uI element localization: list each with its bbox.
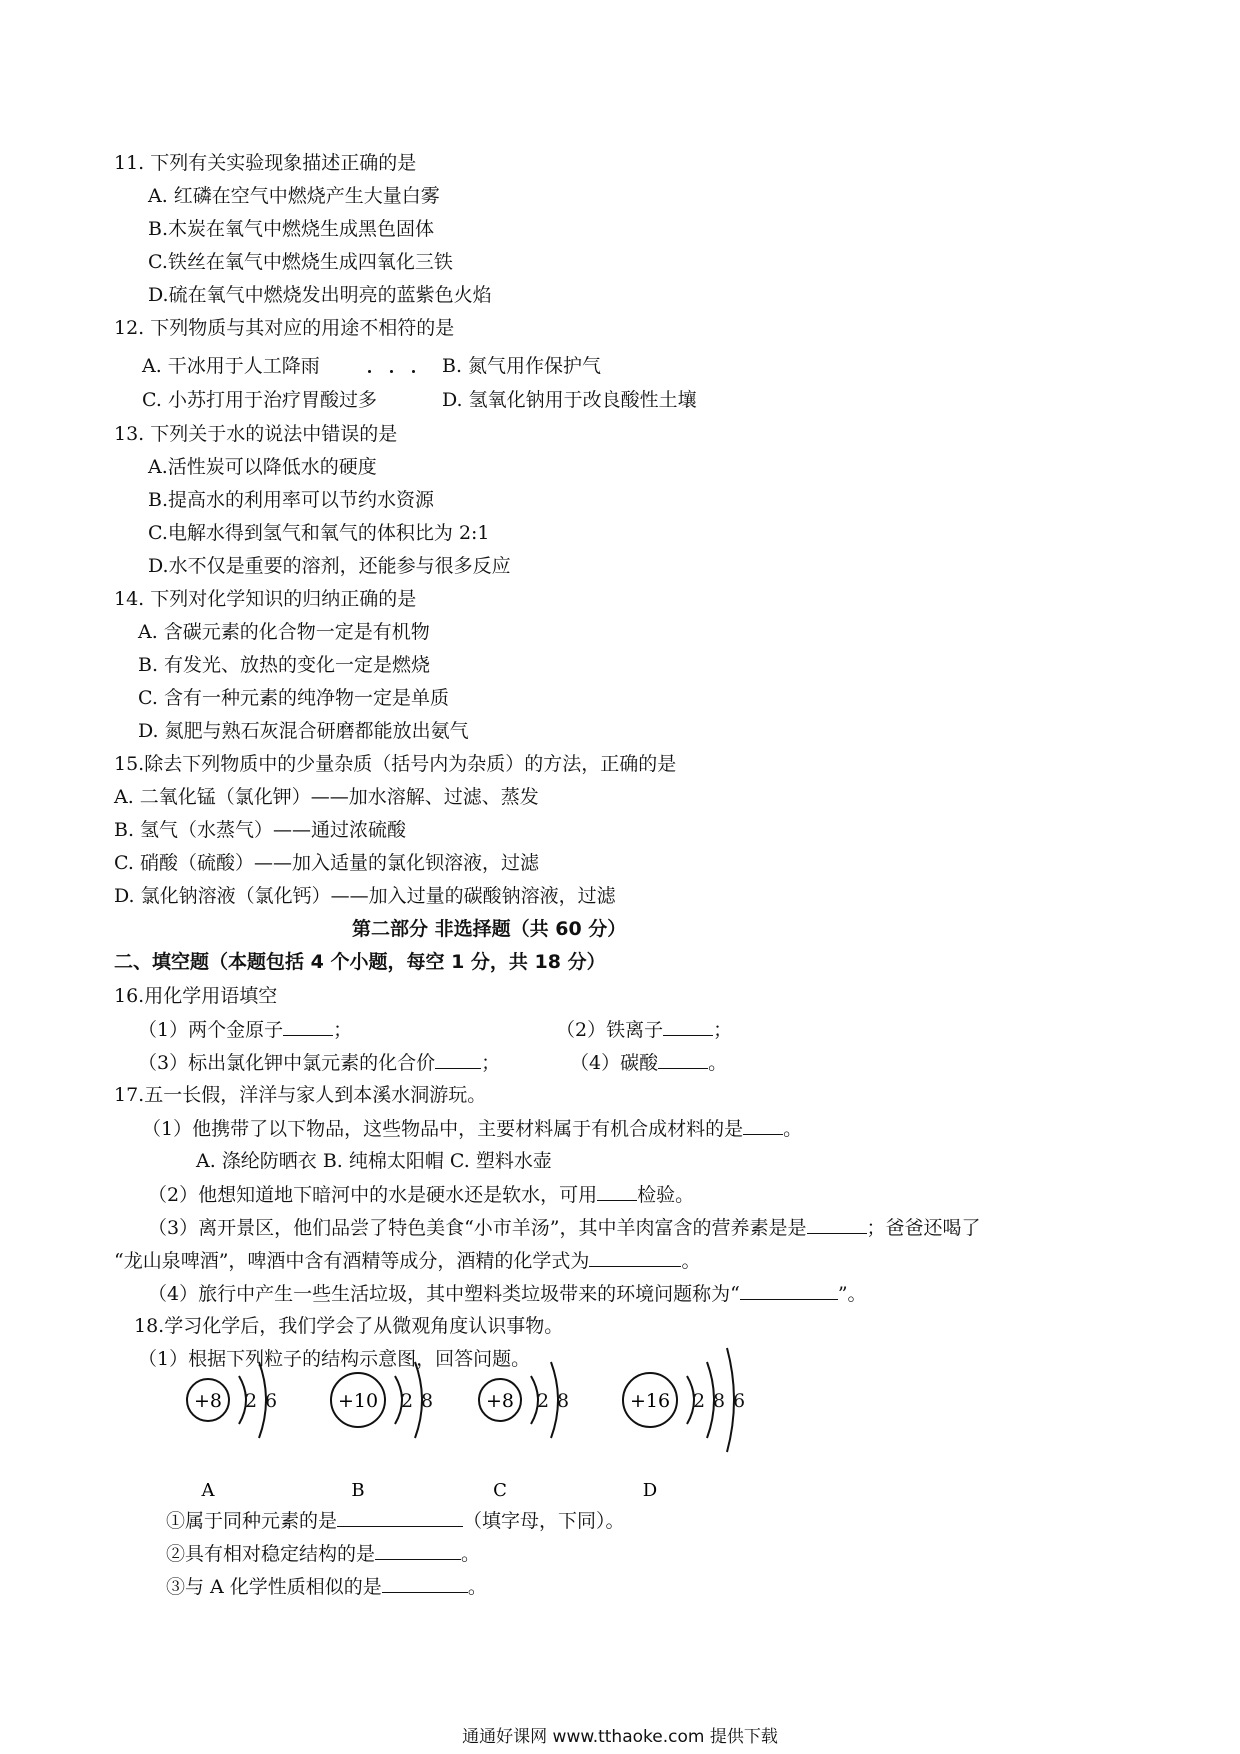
q16-part3 — [138, 1050, 500, 1075]
q11-option-a: A. 红磷在空气中燃烧产生大量白雾 — [148, 185, 440, 207]
q13-stem: 13. 下列关于水的说法中错误的是 — [114, 423, 398, 445]
q16-part4 — [570, 1050, 727, 1075]
shell-electron-count: 8 — [712, 1390, 726, 1412]
answer-blank[interactable] — [435, 1050, 481, 1069]
section2-title: 二、填空题（本题包括 4 个小题，每空 1 分，共 18 分） — [114, 951, 606, 973]
answer-blank[interactable] — [589, 1248, 681, 1267]
q15-option-a: A. 二氧化锰（氯化钾）——加水溶解、过滤、蒸发 — [114, 786, 539, 808]
answer-blank[interactable] — [807, 1215, 867, 1234]
period: 。 — [467, 1576, 487, 1598]
answer-blank[interactable] — [740, 1281, 838, 1300]
q16-part1-label: （1）两个金原子 — [138, 1019, 284, 1041]
q13-option-d: D.水不仅是重要的溶剂，还能参与很多反应 — [148, 555, 511, 577]
q17-part4-end: ”。 — [837, 1283, 867, 1305]
semicolon: ； — [333, 1019, 353, 1041]
q14-option-b: B. 有发光、放热的变化一定是燃烧 — [138, 654, 431, 676]
answer-blank[interactable] — [375, 1541, 461, 1560]
q13-option-a: A.活性炭可以降低水的硬度 — [148, 456, 377, 478]
answer-blank[interactable] — [663, 1017, 713, 1036]
period: 。 — [681, 1250, 701, 1272]
answer-blank[interactable] — [597, 1182, 637, 1201]
answer-blank[interactable] — [382, 1574, 468, 1593]
shell-electron-count: 2 — [536, 1390, 550, 1412]
q17-part1-label: （1）他携带了以下物品，这些物品中，主要材料属于有机合成材料的是 — [142, 1118, 744, 1140]
period: 。 — [461, 1543, 481, 1565]
q16-part1 — [138, 1017, 352, 1042]
q12-option-a: A. 干冰用于人工降雨 — [142, 355, 320, 377]
shell-electron-count: 8 — [556, 1390, 570, 1412]
atom-label: A — [201, 1480, 215, 1501]
q18-sub1-end: （填字母，下同）。 — [463, 1510, 625, 1532]
q12-option-b: B. 氮气用作保护气 — [442, 355, 602, 377]
period: 。 — [783, 1118, 803, 1140]
answer-blank[interactable] — [283, 1017, 333, 1036]
q16-part3-label: （3）标出氯化钾中氯元素的化合价 — [138, 1052, 436, 1074]
semicolon: ； — [481, 1052, 501, 1074]
q17-part1 — [142, 1116, 802, 1141]
q17-part3-label: （3）离开景区，他们品尝了特色美食“小市羊汤”，其中羊肉富含的营养素是是 — [148, 1217, 807, 1239]
answer-blank[interactable] — [337, 1508, 463, 1527]
shell-electron-count: 2 — [244, 1390, 258, 1412]
q17-part3b-label: “龙山泉啤酒”，啤酒中含有酒精等成分，酒精的化学式为 — [114, 1250, 590, 1272]
q17-part2-label: （2）他想知道地下暗河中的水是硬水还是软水，可用 — [148, 1184, 598, 1206]
shell-electron-count: 6 — [732, 1390, 746, 1412]
q14-stem: 14. 下列对化学知识的归纳正确的是 — [114, 588, 417, 610]
nucleus-charge: +8 — [193, 1390, 223, 1412]
q14-option-c: C. 含有一种元素的纯净物一定是单质 — [138, 687, 449, 709]
nucleus-charge: +16 — [629, 1390, 671, 1412]
q17-part3-cont — [114, 1248, 700, 1273]
q17-part2-end: 检验。 — [637, 1184, 695, 1206]
shell-electron-count: 2 — [400, 1390, 414, 1412]
emphasis-dots — [368, 370, 428, 376]
page-footer: 通通好课网 www.tthaoke.com 提供下载 — [462, 1727, 778, 1747]
q17-stem: 17.五一长假，洋洋与家人到本溪水洞游玩。 — [114, 1084, 487, 1106]
q12-option-d: D. 氢氧化钠用于改良酸性土壤 — [442, 389, 697, 411]
atom-label: B — [351, 1480, 365, 1501]
q13-option-b: B.提高水的利用率可以节约水资源 — [148, 489, 435, 511]
answer-blank[interactable] — [743, 1116, 783, 1135]
q17-part3-mid: ；爸爸还喝了 — [866, 1217, 981, 1239]
q16-part2 — [556, 1017, 732, 1042]
q18-sub2-label: ②具有相对稳定结构的是 — [166, 1543, 376, 1565]
q14-option-a: A. 含碳元素的化合物一定是有机物 — [138, 621, 430, 643]
q18-part1: （1）根据下列粒子的结构示意图，回答问题。 — [138, 1348, 531, 1370]
q15-option-b: B. 氢气（水蒸气）——通过浓硫酸 — [114, 819, 407, 841]
q18-sub3 — [166, 1574, 487, 1599]
q18-sub1 — [166, 1508, 625, 1533]
atom-structure-diagrams — [180, 1325, 746, 1505]
q12-option-c: C. 小苏打用于治疗胃酸过多 — [142, 389, 377, 411]
shell-electron-count: 8 — [420, 1390, 434, 1412]
q12-stem: 12. 下列物质与其对应的用途不相符的是 — [114, 317, 455, 339]
q17-part3 — [148, 1215, 981, 1240]
q11-stem: 11. 下列有关实验现象描述正确的是 — [114, 152, 417, 174]
q16-stem: 16.用化学用语填空 — [114, 985, 278, 1007]
q15-option-d: D. 氯化钠溶液（氯化钙）——加入过量的碳酸钠溶液，过滤 — [114, 885, 616, 907]
shell-electron-count: 6 — [264, 1390, 278, 1412]
q14-option-d: D. 氮肥与熟石灰混合研磨都能放出氨气 — [138, 720, 469, 742]
atom-label: C — [493, 1480, 507, 1501]
nucleus-charge: +8 — [485, 1390, 515, 1412]
q11-option-d: D.硫在氧气中燃烧发出明亮的蓝紫色火焰 — [148, 284, 492, 306]
q15-option-c: C. 硝酸（硫酸）——加入适量的氯化钡溶液，过滤 — [114, 852, 539, 874]
q17-part4 — [148, 1281, 867, 1306]
answer-blank[interactable] — [658, 1050, 708, 1069]
q18-sub1-label: ①属于同种元素的是 — [166, 1510, 338, 1532]
q18-sub2 — [166, 1541, 480, 1566]
nucleus-charge: +10 — [337, 1390, 379, 1412]
part2-title: 第二部分 非选择题（共 60 分） — [352, 918, 627, 940]
q17-part1-options: A. 涤纶防晒衣 B. 纯棉太阳帽 C. 塑料水壶 — [196, 1150, 552, 1172]
q18-stem: 18.学习化学后，我们学会了从微观角度认识事物。 — [134, 1315, 564, 1337]
q15-stem: 15.除去下列物质中的少量杂质（括号内为杂质）的方法，正确的是 — [114, 753, 677, 775]
atom-label: D — [642, 1480, 658, 1501]
q11-option-c: C.铁丝在氧气中燃烧生成四氧化三铁 — [148, 251, 453, 273]
period: 。 — [708, 1052, 728, 1074]
q13-option-c: C.电解水得到氢气和氧气的体积比为 2:1 — [148, 522, 490, 544]
q16-part4-label: （4）碳酸 — [570, 1052, 659, 1074]
q11-option-b: B.木炭在氧气中燃烧生成黑色固体 — [148, 218, 435, 240]
semicolon: ； — [713, 1019, 733, 1041]
q16-part2-label: （2）铁离子 — [556, 1019, 664, 1041]
q17-part2 — [148, 1182, 694, 1207]
shell-electron-count: 2 — [692, 1390, 706, 1412]
q18-sub3-label: ③与 A 化学性质相似的是 — [166, 1576, 382, 1598]
q17-part4-label: （4）旅行中产生一些生活垃圾，其中塑料类垃圾带来的环境问题称为“ — [148, 1283, 740, 1305]
